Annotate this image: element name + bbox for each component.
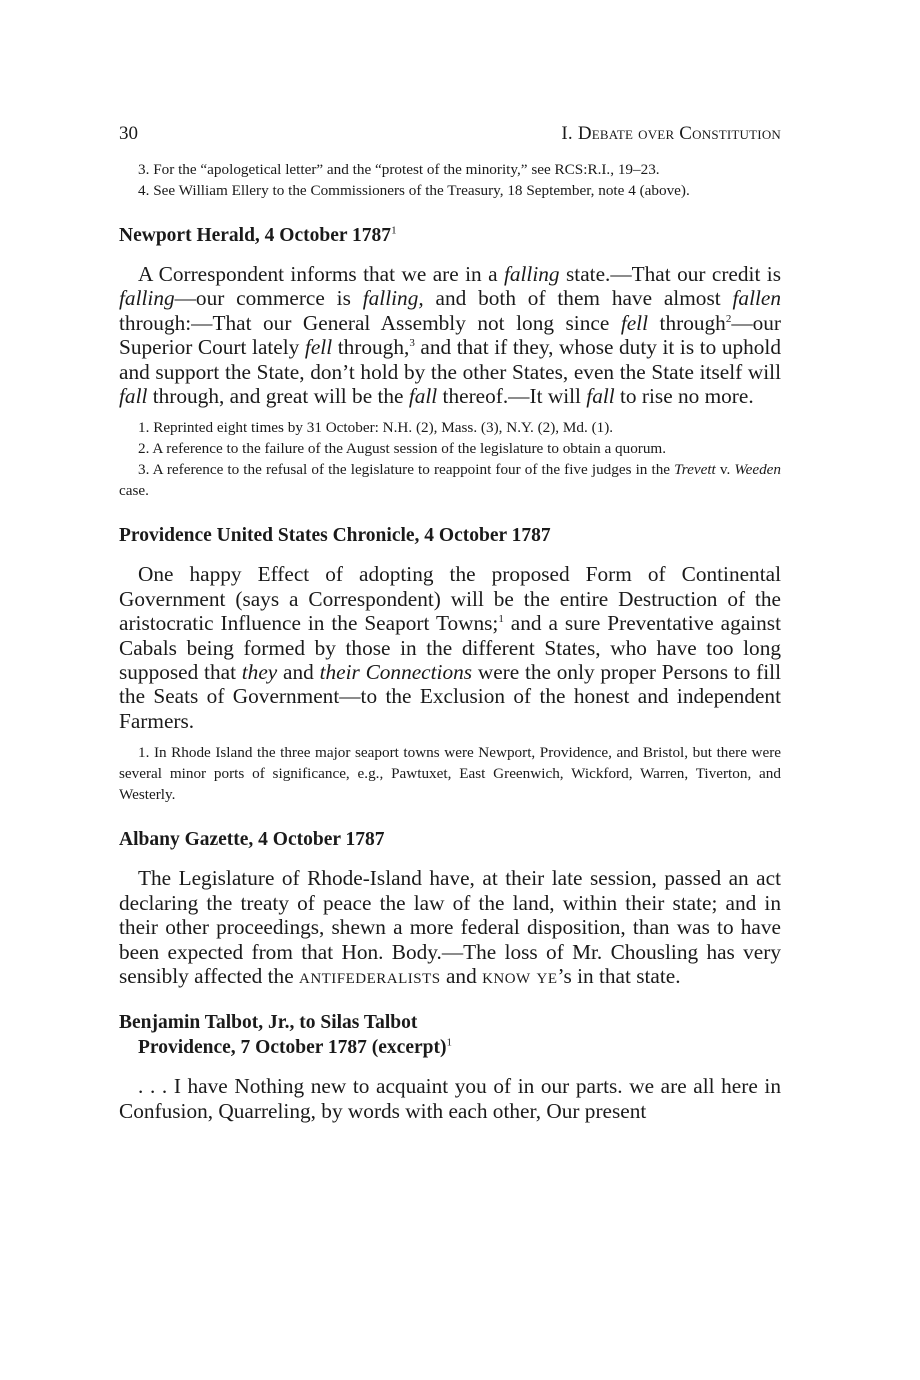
text-run: and a sure Preventative against Cabals being formed by those in the different States, who have too long supposed that	[119, 611, 782, 685]
section-heading	[119, 223, 781, 248]
text-run: state.—That our credit is	[559, 262, 781, 286]
footnote: 1. In Rhode Island the three major seaport towns were Newport, Providence, and Bristol, but there were several minor ports of significance, e.g., Pawtuxet, East Greenwich, Wickford, Warren, Tiverton, and Westerly.	[119, 744, 781, 804]
section-paragraph	[119, 1074, 781, 1123]
text-run: and	[440, 963, 483, 988]
footnote: 1. Reprinted eight times by 31 October: N.H. (2), Mass. (3), N.Y. (2), Md. (1).	[138, 419, 614, 437]
italic-text: Weeden	[734, 461, 782, 479]
italic-text: fall	[408, 384, 438, 409]
text-run: and both of them have almost	[423, 286, 733, 311]
text-run: —our commerce is	[174, 286, 363, 311]
section-notes	[119, 742, 781, 805]
text-run: and that if they, whose duty it is to uphold and support the State, don’t hold by the other States, even the State itself will	[119, 335, 781, 384]
footnote-marker: 2	[725, 312, 732, 325]
heading-subline-text: Providence, 7 October 1787 (excerpt)	[138, 1037, 447, 1059]
italic-text: falling	[503, 262, 560, 286]
italic-text: fall	[119, 384, 148, 409]
italic-text: fell	[620, 310, 649, 335]
text-run: and	[277, 660, 320, 685]
italic-text: their Connections	[319, 660, 473, 685]
heading-subline	[119, 1035, 781, 1060]
section-heading: Albany Gazette, 4 October 1787	[119, 829, 385, 851]
text-run: through	[648, 310, 726, 335]
section-heading	[119, 1010, 781, 1060]
small-caps-text: antifederalists	[298, 963, 441, 988]
section-paragraph	[119, 262, 781, 408]
text-run: through,	[332, 335, 410, 360]
footnote: 4. See William Ellery to the Commissioners of the Treasury, 18 September, note 4 (above).	[138, 182, 690, 199]
top-notes	[119, 159, 781, 201]
text-run: through:—That our General Assembly not long since	[119, 310, 621, 335]
small-caps-text: know ye	[482, 963, 558, 988]
italic-text: Trevett	[674, 461, 716, 479]
page-number: 30	[119, 123, 138, 144]
text-run: . . . I have Nothing new to acquaint you of in our parts. we are all here in Confusion, Quarreling, by words with each other, Our present	[119, 1074, 781, 1123]
heading-text: Benjamin Talbot, Jr., to Silas Talbot	[119, 1012, 418, 1034]
running-head-title: I. Debate over Constitution	[561, 123, 781, 144]
text-run: case.	[119, 482, 149, 500]
footnote	[119, 459, 781, 501]
section-notes	[119, 417, 781, 501]
text-run: ’s in that state.	[557, 963, 681, 988]
text-run: A Correspondent informs that we are in a	[138, 262, 504, 286]
section-paragraph	[119, 866, 781, 988]
section-paragraph	[119, 562, 781, 733]
text-run: v.	[715, 461, 735, 479]
footnote-marker: 1	[498, 613, 504, 626]
text-run: —our Superior Court lately	[119, 310, 781, 360]
text-run: were the only proper Persons to fill the Seats of Government—to the Exclusion of the honest and independent Farmers.	[119, 660, 781, 733]
heading-text: Newport Herald, 4 October 1787	[119, 225, 392, 246]
italic-text: fall	[586, 384, 615, 409]
footnote: 3. For the “apologetical letter” and the “protest of the minority,” see RCS:R.I., 19–23.	[138, 161, 660, 178]
text-run: to rise no more.	[614, 384, 754, 409]
section-heading: Providence United States Chronicle, 4 October 1787	[119, 525, 551, 547]
italic-text: falling	[119, 286, 175, 311]
text-run: through, and great will be the	[147, 384, 409, 409]
italic-text: fallen	[732, 286, 782, 311]
running-head	[119, 123, 781, 145]
footnote-marker: 1	[391, 224, 397, 237]
italic-text: fell	[304, 335, 333, 360]
italic-text: falling,	[362, 286, 424, 311]
italic-text: they	[241, 660, 278, 685]
footnote-marker: 3	[409, 337, 415, 350]
text-run: 3. A reference to the refusal of the legislature to reappoint four of the five judges in the	[138, 461, 675, 479]
footnote: 2. A reference to the failure of the August session of the legislature to obtain a quorum.	[138, 440, 667, 458]
text-run: thereof.—It will	[437, 384, 587, 409]
footnote-marker: 1	[446, 1036, 452, 1049]
text-run: One happy Effect of adopting the proposed Form of Continental Government (says a Correspondent) will be the entire Destruction of the aristocratic Influence in the Seaport Towns;	[119, 562, 781, 636]
text-run: The Legislature of Rhode-Island have, at their late session, passed an act declaring the treaty of peace the law of the land, within their state; and in their other proceedings, shewn a more federal disposition, than was to have been expected from that Hon. Body.—The loss of Mr. Chousling has very sensibly affected the	[119, 866, 781, 988]
